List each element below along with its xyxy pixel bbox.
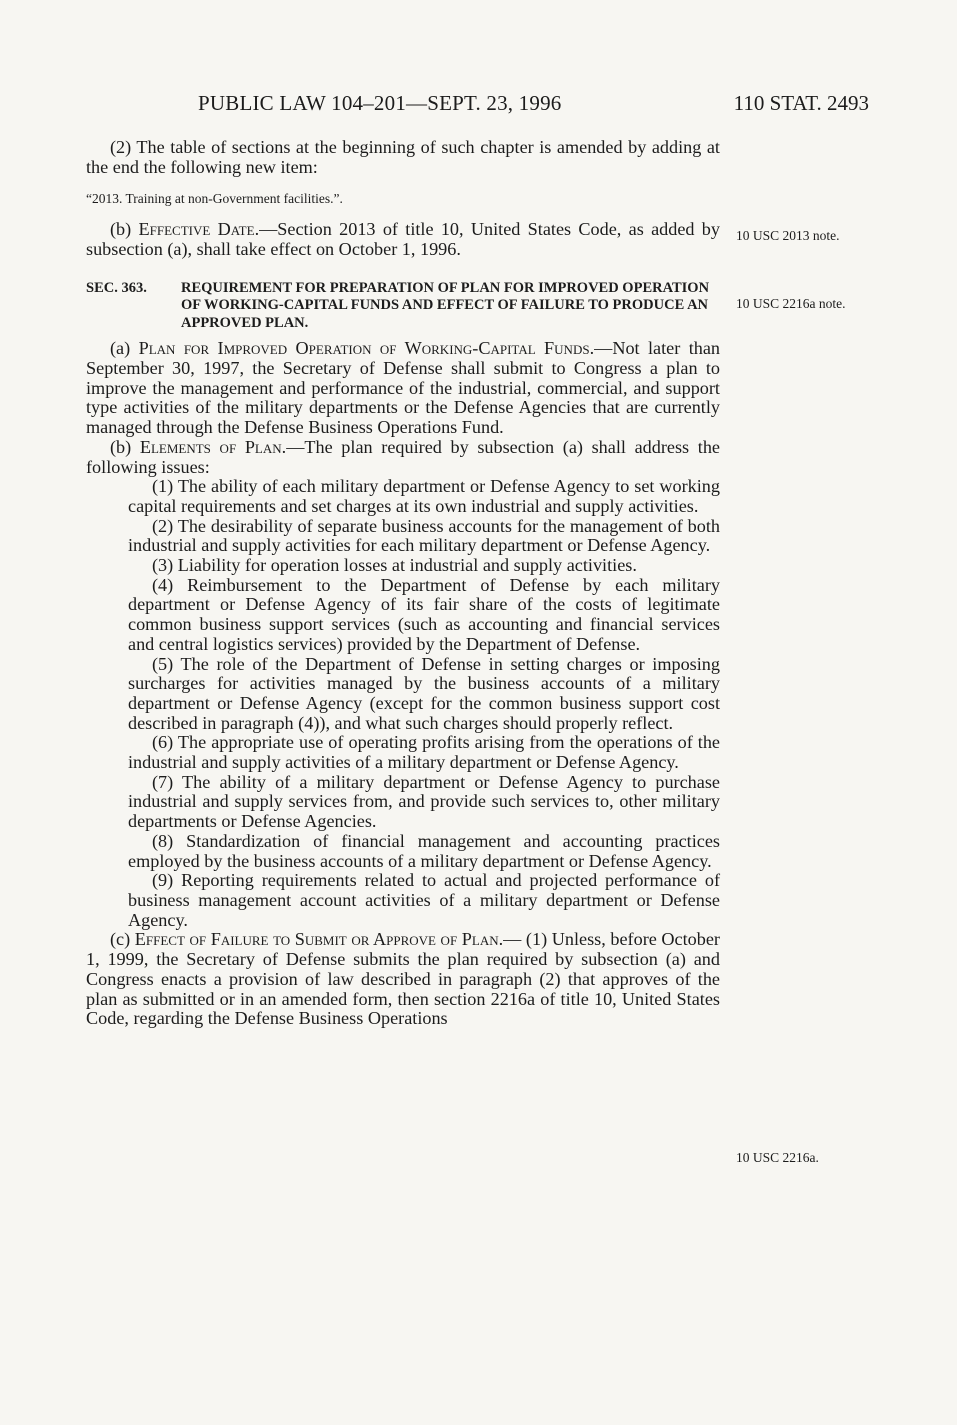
subsection-a-text: .—Not later than September 30, 1997, the Secretary of Defense shall submit to Congress a plan to improve the management and performance of the industrial, commercial, and support type activities of the military departments or the Defense Agencies that are currently managed through the Defense Business Operations Fund. bbox=[86, 338, 721, 438]
subsection-c: (c) Effect of Failure to Submit or Approve of Plan.— (1) Unless, before October 1, 1999, the Secretary of Defense submits the plan required by subsection (a) and Congress enacts a provision of law described in paragraph (2) that approves of the plan as submitted or in an amended form, then section 2216a of title 10, United States Code, regarding the Defense Business Operations bbox=[86, 929, 720, 1029]
list-item: (5) The role of the Department of Defense in setting charges or imposing surcharges for activities managed by the business accounts of a military department or Defense Agency (except for the common business support cost described in paragraph (4)), and what such charges should properly reflect. bbox=[128, 653, 720, 733]
body-text bbox=[86, 138, 720, 1029]
list-item: (7) The ability of a military department or Defense Agency to purchase industrial and supply services from, and provide such services to, other military departments or Defense Agencies. bbox=[128, 771, 720, 832]
subsection-a: (a) Plan for Improved Operation of Working-Capital Funds.—Not later than September 30, 1997, the Secretary of Defense shall submit to Congress a plan to improve the management and performance of the industrial, commercial, and support type activities of the military departments or the Defense Agencies that are currently managed through the Defense Business Operations Fund. bbox=[86, 338, 721, 438]
list-item: (4) Reimbursement to the Department of Defense by each military department or Defense Agency of its fair share of the costs of legitimate common business support services (such as accounting and financial services and central logistics services) provided by the Department of Defense. bbox=[128, 574, 720, 654]
subsection-c-heading: Effect of Failure to Submit or Approve of Plan bbox=[134, 929, 499, 950]
list-item: (8) Standardization of financial management and accounting practices employed by the business accounts of a military department or Defense Agency. bbox=[128, 830, 720, 871]
list-item: (3) Liability for operation losses at industrial and supply activities. bbox=[152, 555, 637, 576]
effective-date-paragraph: (b) Effective Date.—Section 2013 of title 10, United States Code, as added by subsection (a), shall take effect on October 1, 1996. bbox=[86, 219, 720, 260]
header-law-citation: PUBLIC LAW 104–201—SEPT. 23, 1996 bbox=[198, 91, 562, 115]
margin-note-section-363: 10 USC 2216a note. bbox=[736, 296, 846, 311]
section-heading bbox=[86, 280, 720, 333]
effective-date-heading: Effective Date bbox=[138, 219, 255, 240]
list-item: (9) Reporting requirements related to actual and projected performance of business management account activities of a military department or Defense Agency. bbox=[128, 870, 720, 930]
list-item: (1) The ability of each military department or Defense Agency to set working capital requirements and set charges at its own industrial and supply activities. bbox=[128, 476, 720, 516]
effective-date-text: .—Section 2013 of title 10, United States Code, as added by subsection (a), shall take effect on October 1, 1996. bbox=[86, 219, 720, 260]
header-stat-page: 110 STAT. 2493 bbox=[733, 91, 869, 115]
subsection-b: (b) Elements of Plan.—The plan required by subsection (a) shall address the following issues: bbox=[86, 436, 720, 477]
table-new-item: “2013. Training at non-Government facilities.”. bbox=[86, 191, 343, 207]
subsection-b-heading: Elements of Plan bbox=[139, 436, 282, 457]
subsection-b-text: .—The plan required by subsection (a) shall address the following issues: bbox=[86, 436, 720, 477]
margin-note-subsection-c: 10 USC 2216a. bbox=[736, 1150, 819, 1165]
subsection-c-text: .— (1) Unless, before October 1, 1999, the Secretary of Defense submits the plan required by subsection (a) and Congress enacts a provision of law described in paragraph (2) that approves of the plan as submitted or in an amended form, then section 2216a of title 10, United States Code, regarding the Defense Business Operations bbox=[86, 929, 720, 1029]
section-number: SEC. 363. bbox=[86, 279, 147, 296]
section-title: REQUIREMENT FOR PREPARATION OF PLAN FOR IMPROVED OPERATION OF WORKING-CAPITAL FUNDS AND EFFECT OF FAILURE TO PRODUCE AN APPROVED PLAN. bbox=[181, 279, 710, 331]
list-item: (6) The appropriate use of operating profits arising from the operations of the industrial and supply activities of a military department or Defense Agency. bbox=[128, 732, 720, 773]
page-header bbox=[198, 91, 869, 117]
margin-note-effective-date: 10 USC 2013 note. bbox=[736, 228, 840, 243]
list-item: (2) The desirability of separate business accounts for the management of both industrial and supply activities for each military department or Defense Agency. bbox=[128, 515, 720, 556]
table-amend-paragraph: (2) The table of sections at the beginning of such chapter is amended by adding at the end the following new item: bbox=[86, 137, 720, 177]
subsection-a-heading: Plan for Improved Operation of Working-Capital Funds bbox=[138, 338, 590, 359]
